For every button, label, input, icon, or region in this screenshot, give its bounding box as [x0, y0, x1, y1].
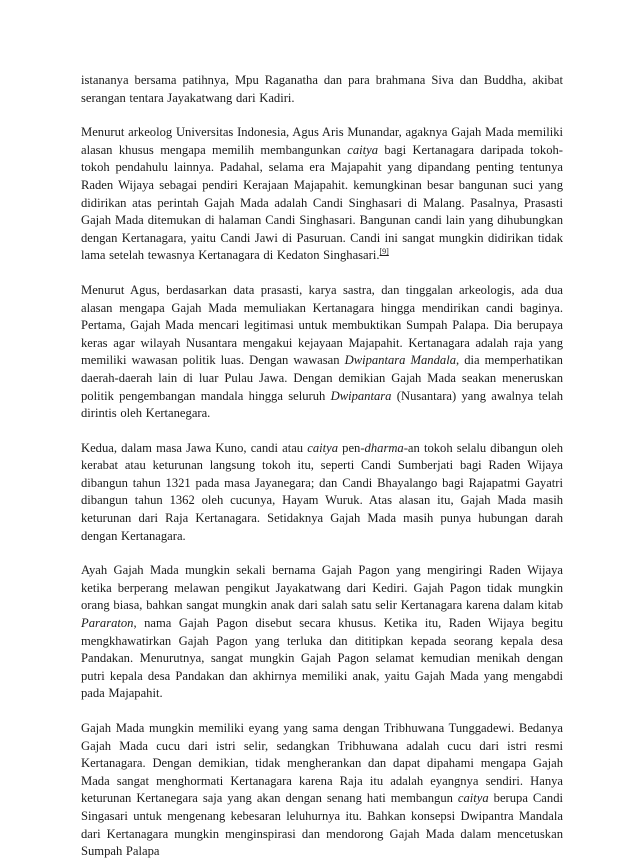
italic-term: Pararaton [81, 616, 134, 631]
text-run: berupa Candi Singasari untuk mengenang kebesaran leluhurnya itu. Bahkan konsepsi Dwipantra Mandala dari Kertanagara mungkin menginspirasi dan mendorong Gajah Mada dalam mencetuskan Sumpah Palapa [81, 791, 563, 859]
document-body [81, 72, 563, 861]
text-run: , nama Gajah Pagon disebut secara khusus. Ketika itu, Raden Wijaya begitu mengkhawatirkan Gajah Pagon yang terluka dan dititipkan kepada seorang kepala desa Pandakan. Menurutnya, sangat mungkin Gajah Pagon selamat kemudian menikah dengan putri kepala desa Pandakan dan akhirnya memiliki anak, yaitu Gajah Mada yang mengabdi pada Majapahit. [81, 616, 563, 701]
text-run: Menurut arkeolog Universitas Indonesia, Agus Aris Munandar, agaknya Gajah Mada memiliki alasan khusus mengapa memilih membangunkan [81, 125, 563, 157]
paragraph-4 [81, 440, 563, 546]
paragraph-5 [81, 562, 563, 703]
text-run: Gajah Mada mungkin memiliki eyang yang sama dengan Tribhuwana Tunggadewi. Bedanya Gajah Mada cucu dari istri selir, sedangkan Tribhuwana adalah cucu dari istri resmi Kertanagara. Dengan demikian, tidak mengherankan dan dapat dipahami mengapa Gajah Mada sangat menghormati Kertanagara karena Raja itu adalah eyangnya sendiri. Hanya keturunan Kertanegara saja yang akan dengan senang hati membangun [81, 721, 563, 806]
italic-term: caitya [347, 142, 379, 157]
italic-term: caitya [307, 440, 339, 455]
text-run: -an tokoh selalu dibangun oleh kerabat atau keturunan langsung tokoh itu, seperti Candi Sumberjati bagi Raden Wijaya dibangun tahun 1321 pada masa Jayanegara; dan Candi Bhayalango bagi Rajapatmi Gayatri dibangun tahun 1362 oleh cucunya, Hayam Wuruk. Atas alasan itu, Gajah Mada masih keturunan dari Raja Kertanagara. Setidaknya Gajah Mada masih punya hubungan darah dengan Kertanagara. [81, 440, 564, 543]
text-run: istananya bersama patihnya, Mpu Raganatha dan para brahmana Siva dan Buddha, akibat serangan tentara Jayakatwang dari Kadiri. [81, 73, 563, 105]
italic-term: Dwipantara [330, 388, 392, 403]
paragraph-1 [81, 72, 563, 107]
italic-term: dharma [364, 440, 404, 455]
paragraph-3 [81, 282, 563, 423]
text-run: Ayah Gajah Mada mungkin sekali bernama Gajah Pagon yang mengiringi Raden Wijaya ketika berperang melawan pengikut Jayakatwang dari Kediri. Gajah Pagon tidak mungkin orang biasa, bahkan sangat mungkin anak dari salah satu selir Kertanagara karena dalam kitab [81, 563, 563, 613]
text-run: pen- [338, 440, 365, 455]
text-run: bagi Kertanagara daripada tokoh-tokoh pendahulu lainnya. Padahal, selama era Majapahit yang dipandang penting tentunya Raden Wijaya sebagai pendiri Kerajaan Majapahit. kemungkinan besar bangunan suci yang didirikan atas perintah Gajah Mada adalah Candi Singhasari di Malang. Pasalnya, Prasasti Gajah Mada ditemukan di halaman Candi Singhasari. Bangunan candi lain yang dihubungkan dengan Kertanagara, yaitu Candi Jawi di Pasuruan. Candi ini sangat mungkin didirikan tidak lama setelah tewasnya Kertanagara di Kedaton Singhasari. [81, 142, 563, 263]
italic-term: caitya [457, 791, 489, 806]
text-run: Kedua, dalam masa Jawa Kuno, candi atau [81, 440, 308, 455]
text-run: (Nusantara) yang awalnya telah dirintis oleh Kertanegara. [81, 388, 563, 421]
italic-term: Dwipantara Mandala [344, 353, 456, 368]
paragraph-2 [81, 124, 563, 265]
text-run: , dia memperhatikan daerah-daerah lain di luar Pulau Jawa. Dengan demikian Gajah Mada seakan meneruskan politik pengembangan mandala hingga seluruh [81, 353, 563, 403]
paragraph-6 [81, 720, 563, 861]
citation-link[interactable]: [9] [379, 247, 389, 257]
text-run: Menurut Agus, berdasarkan data prasasti, karya sastra, dan tinggalan arkeologis, ada dua alasan mengapa Gajah Mada memuliakan Kertanagara hingga mendirikan candi baginya. Pertama, Gajah Mada mencari legitimasi untuk membuktikan Sumpah Palapa. Dia berupaya keras agar wilayah Nusantara mengakui kejayaan Majapahit. Kertanagara adalah raja yang memiliki wawasan politik luas. Dengan wawasan [81, 282, 563, 368]
